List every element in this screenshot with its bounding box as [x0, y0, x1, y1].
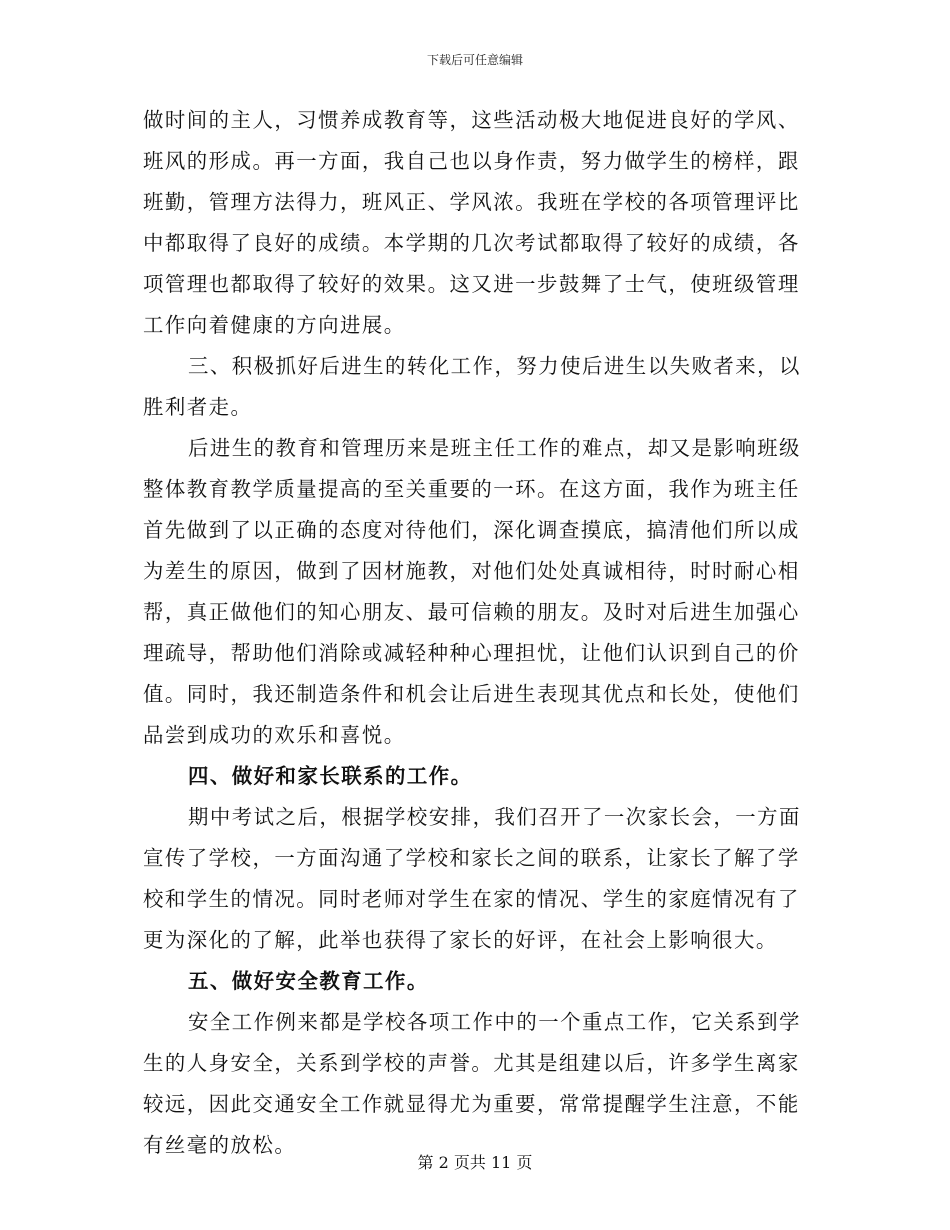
- body-line: 品尝到成功的欢乐和喜悦。: [143, 723, 406, 747]
- body-line: 较远，因此交通安全工作就显得尤为重要，常常提醒学生注意，不能: [143, 1092, 800, 1116]
- body-line: 中都取得了良好的成绩。本学期的几次考试都取得了较好的成绩，各: [143, 231, 800, 255]
- body-line: 生的人身安全，关系到学校的声誉。尤其是组建以后，许多学生离家: [143, 1051, 800, 1075]
- body-line: 值。同时，我还制造条件和机会让后进生表现其优点和长处，使他们: [143, 682, 800, 706]
- body-line: 整体教育教学质量提高的至关重要的一环。在这方面，我作为班主任: [143, 477, 800, 501]
- body-line: 有丝毫的放松。: [143, 1133, 297, 1157]
- body-line: 帮，真正做他们的知心朋友、最可信赖的朋友。及时对后进生加强心: [143, 600, 800, 624]
- document-body: [143, 100, 807, 1166]
- section-three-heading-continued: 胜利者走。: [143, 395, 253, 419]
- body-line: 安全工作例来都是学校各项工作中的一个重点工作，它关系到学: [188, 1010, 801, 1034]
- section-five-heading: 五、做好安全教育工作。: [188, 969, 429, 993]
- body-line: 为差生的原因，做到了因材施教，对他们处处真诚相待，时时耐心相: [143, 559, 800, 583]
- body-line: 更为深化的了解，此举也获得了家长的好评，在社会上影响很大。: [143, 928, 778, 952]
- page-number: 第 2 页共 11 页: [417, 1153, 533, 1172]
- body-line: 宣传了学校，一方面沟通了学校和家长之间的联系，让家长了解了学: [143, 846, 800, 870]
- body-line: 工作向着健康的方向进展。: [143, 313, 406, 337]
- body-line: 期中考试之后，根据学校安排，我们召开了一次家长会，一方面: [188, 805, 801, 829]
- body-line: 校和学生的情况。同时老师对学生在家的情况、学生的家庭情况有了: [143, 887, 800, 911]
- section-three-heading: 三、积极抓好后进生的转化工作，努力使后进生以失败者来，以: [188, 354, 801, 378]
- body-line: 做时间的主人，习惯养成教育等，这些活动极大地促进良好的学风、: [143, 108, 800, 132]
- body-line: 班勤，管理方法得力，班风正、学风浓。我班在学校的各项管理评比: [143, 190, 800, 214]
- body-line: 班风的形成。再一方面，我自己也以身作责，努力做学生的榜样，跟: [143, 149, 800, 173]
- body-line: 理疏导，帮助他们消除或减轻种种心理担忧，让他们认识到自己的价: [143, 641, 800, 665]
- body-line: 首先做到了以正确的态度对待他们，深化调查摸底，搞清他们所以成: [143, 518, 800, 542]
- page-header: 下载后可任意编辑: [426, 53, 523, 67]
- section-four-heading: 四、做好和家长联系的工作。: [188, 764, 473, 788]
- body-line: 后进生的教育和管理历来是班主任工作的难点，却又是影响班级: [188, 436, 801, 460]
- body-line: 项管理也都取得了较好的效果。这又进一步鼓舞了士气，使班级管理: [143, 272, 800, 296]
